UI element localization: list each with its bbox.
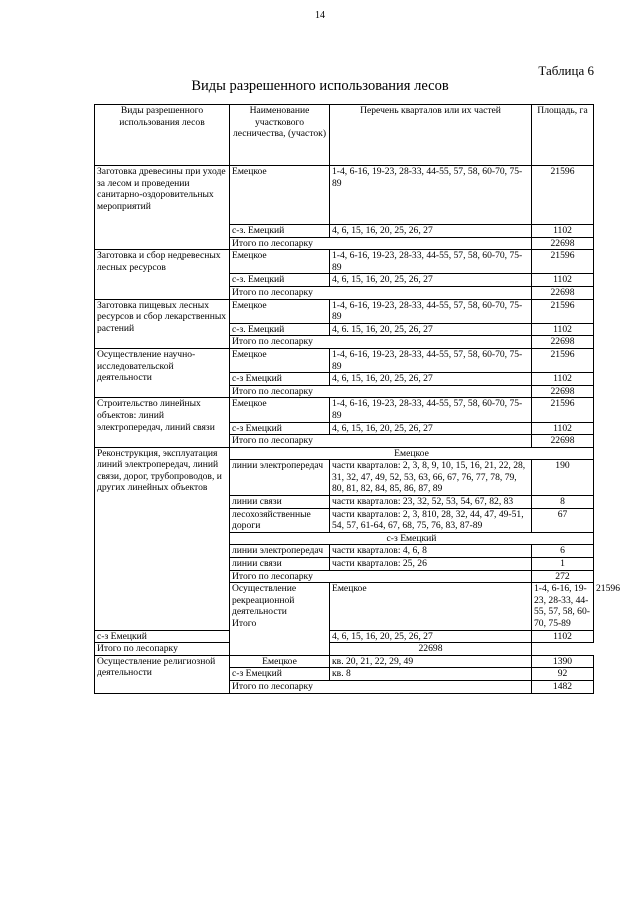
- use-type-cell: Заготовка пищевых лесных ресурсов и сбор лекарственных растений: [95, 299, 230, 348]
- forestry-cell: Емецкое: [330, 583, 532, 630]
- area-cell: 67: [532, 508, 594, 532]
- total-value: 1482: [532, 680, 594, 693]
- object-cell: линии электропередач: [230, 460, 330, 496]
- use-type-cell: Заготовка древесины при уходе за лесом и проведении санитарно-оздоровительных мероприятий: [95, 166, 230, 250]
- quarters-cell: части кварталов: 2, 3, 810, 28, 32, 44, 47, 49-51, 54, 57, 61-64, 67, 68, 75, 76, 83, 87-89: [330, 508, 532, 532]
- object-cell: линии связи: [230, 496, 330, 509]
- quarters-cell: 1-4, 6-16, 19-23, 28-33, 44-55, 57, 58, 60-70, 75-89: [330, 398, 532, 422]
- table-row: [95, 250, 594, 274]
- quarters-cell: кв. 20, 21, 22, 29, 49: [330, 655, 532, 668]
- area-cell: 21596: [532, 398, 594, 422]
- use-type-cell: Строительство линейных объектов: линий электропередач, линий связи: [95, 398, 230, 447]
- area-cell: 21596: [532, 299, 594, 323]
- total-value: 22698: [532, 336, 594, 349]
- use-type-cell: Осуществление научно-исследовательской деятельности: [95, 348, 230, 397]
- table-row: [95, 166, 594, 225]
- area-cell: 6: [532, 545, 594, 558]
- header-forestry: Наименование участкового лесничества, (участок): [230, 105, 330, 166]
- total-value: 272: [532, 570, 594, 583]
- area-cell: 1102: [532, 225, 594, 238]
- forestry-cell: с-з Емецкий: [95, 630, 230, 643]
- quarters-cell: 1-4, 6-16, 19-23, 28-33, 44-55, 57, 58, 60-70, 75-89: [330, 348, 532, 372]
- total-label: Итого по лесопарку: [230, 435, 532, 448]
- forestry-group-label: Емецкое: [230, 447, 594, 460]
- forestry-cell: Емецкое: [230, 166, 330, 225]
- area-cell: 1390: [532, 655, 594, 668]
- quarters-cell: 1-4, 6-16, 19-23, 28-33, 44-55, 57, 58, 60-70, 75-89: [532, 583, 594, 630]
- forestry-group-label: с-з Емецкий: [230, 532, 594, 545]
- area-cell: 21596: [532, 166, 594, 225]
- total-value: 22698: [532, 435, 594, 448]
- quarters-cell: 1-4, 6-16, 19-23, 28-33, 44-55, 57, 58, 60-70, 75-89: [330, 166, 532, 225]
- forestry-cell: Емецкое: [230, 655, 330, 668]
- total-label: Итого по лесопарку: [230, 385, 532, 398]
- quarters-cell: 4, 6, 15, 16, 20, 25, 26, 27: [330, 373, 532, 386]
- table-label: Таблица 6: [538, 63, 594, 78]
- header-area: Площадь, га: [532, 105, 594, 166]
- quarters-cell: 4, 6. 15, 16, 20, 25, 26, 27: [330, 323, 532, 336]
- table-row: [95, 348, 594, 372]
- page-number: 14: [315, 10, 325, 21]
- area-cell: 92: [532, 668, 594, 681]
- quarters-cell: части кварталов: 4, 6, 8: [330, 545, 532, 558]
- forestry-cell: Емецкое: [230, 250, 330, 274]
- area-cell: 8: [532, 496, 594, 509]
- quarters-cell: 4, 6, 15, 16, 20, 25, 26, 27: [330, 422, 532, 435]
- quarters-cell: 1-4, 6-16, 19-23, 28-33, 44-55, 57, 58, 60-70, 75-89: [330, 250, 532, 274]
- quarters-cell: части кварталов: 2, 3, 8, 9, 10, 15, 16, 21, 22, 28, 31, 32, 47, 49, 52, 53, 63, 66, 67, 76, 77, 78, 79, 80, 81, 82, 84, 85, 86, 87, 89: [330, 460, 532, 496]
- forest-use-table: [94, 104, 620, 694]
- total-label: Итого по лесопарку: [230, 680, 532, 693]
- object-cell: лесохозяйственные дороги: [230, 508, 330, 532]
- table-row: [95, 299, 594, 323]
- area-cell: 21596: [532, 348, 594, 372]
- total-row: [95, 643, 594, 656]
- area-cell: 1102: [532, 323, 594, 336]
- area-cell: 1102: [532, 630, 594, 643]
- table-row: [95, 655, 594, 668]
- table-row: Осуществление рекреационной деятельности Итого Емецкое 1-4, 6-16, 19-23, 28-33, 44-55, 57, 58, 60-70, 75-89 21596: [95, 583, 594, 630]
- document-title: Виды разрешенного использования лесов: [191, 78, 449, 94]
- forestry-cell: Емецкое: [230, 299, 330, 323]
- use-type-extra: Итого: [232, 618, 257, 629]
- header-use-type: Виды разрешенного использования лесов: [95, 105, 230, 166]
- use-type-cell: Реконструкция, эксплуатация линий электропередач, линий связи, дорог, трубопроводов, и других линейных объектов: [95, 447, 230, 630]
- area-cell: 1102: [532, 373, 594, 386]
- total-value: 22698: [532, 237, 594, 250]
- header-quarters: Перечень кварталов или их частей: [330, 105, 532, 166]
- use-type-cell: Осуществление религиозной деятельности: [95, 655, 230, 693]
- area-cell: 1102: [532, 274, 594, 287]
- use-type-cell: Заготовка и сбор недревесных лесных ресурсов: [95, 250, 230, 299]
- total-label: Итого по лесопарку: [230, 570, 532, 583]
- area-cell: 1: [532, 558, 594, 571]
- object-cell: линии связи: [230, 558, 330, 571]
- group-header-row: [95, 447, 594, 460]
- total-value: 22698: [532, 385, 594, 398]
- table-header-row: [95, 105, 594, 166]
- forestry-cell: с-з Емецкий: [230, 373, 330, 386]
- forestry-cell: с-з. Емецкий: [230, 225, 330, 238]
- total-value: 22698: [330, 643, 532, 656]
- forestry-cell: Емецкое: [230, 348, 330, 372]
- total-label: Итого по лесопарку: [230, 237, 532, 250]
- quarters-cell: кв. 8: [330, 668, 532, 681]
- quarters-cell: 4, 6, 15, 16, 20, 25, 26, 27: [330, 274, 532, 287]
- forestry-cell: с-з. Емецкий: [230, 323, 330, 336]
- quarters-cell: 1-4, 6-16, 19-23, 28-33, 44-55, 57, 58, 60-70, 75-89: [330, 299, 532, 323]
- quarters-cell: части кварталов: 23, 32, 52, 53, 54, 67, 82, 83: [330, 496, 532, 509]
- quarters-cell: 4, 6, 15, 16, 20, 25, 26, 27: [330, 630, 532, 643]
- area-cell: 1102: [532, 422, 594, 435]
- quarters-cell: 4, 6, 15, 16, 20, 25, 26, 27: [330, 225, 532, 238]
- quarters-cell: части кварталов: 25, 26: [330, 558, 532, 571]
- total-label: Итого по лесопарку: [230, 286, 532, 299]
- forestry-cell: с-з Емецкий: [230, 422, 330, 435]
- total-label: Итого по лесопарку: [230, 336, 532, 349]
- forestry-cell: с-з Емецкий: [230, 668, 330, 681]
- forestry-cell: с-з. Емецкий: [230, 274, 330, 287]
- total-label: Итого по лесопарку: [95, 643, 330, 656]
- object-cell: линии электропередач: [230, 545, 330, 558]
- total-value: 22698: [532, 286, 594, 299]
- forestry-cell: Емецкое: [230, 398, 330, 422]
- use-type-text: Осуществление рекреационной деятельности: [232, 583, 297, 618]
- table-row: [95, 398, 594, 422]
- area-cell: 190: [532, 460, 594, 496]
- area-cell: 21596: [532, 250, 594, 274]
- table-row: [95, 630, 594, 643]
